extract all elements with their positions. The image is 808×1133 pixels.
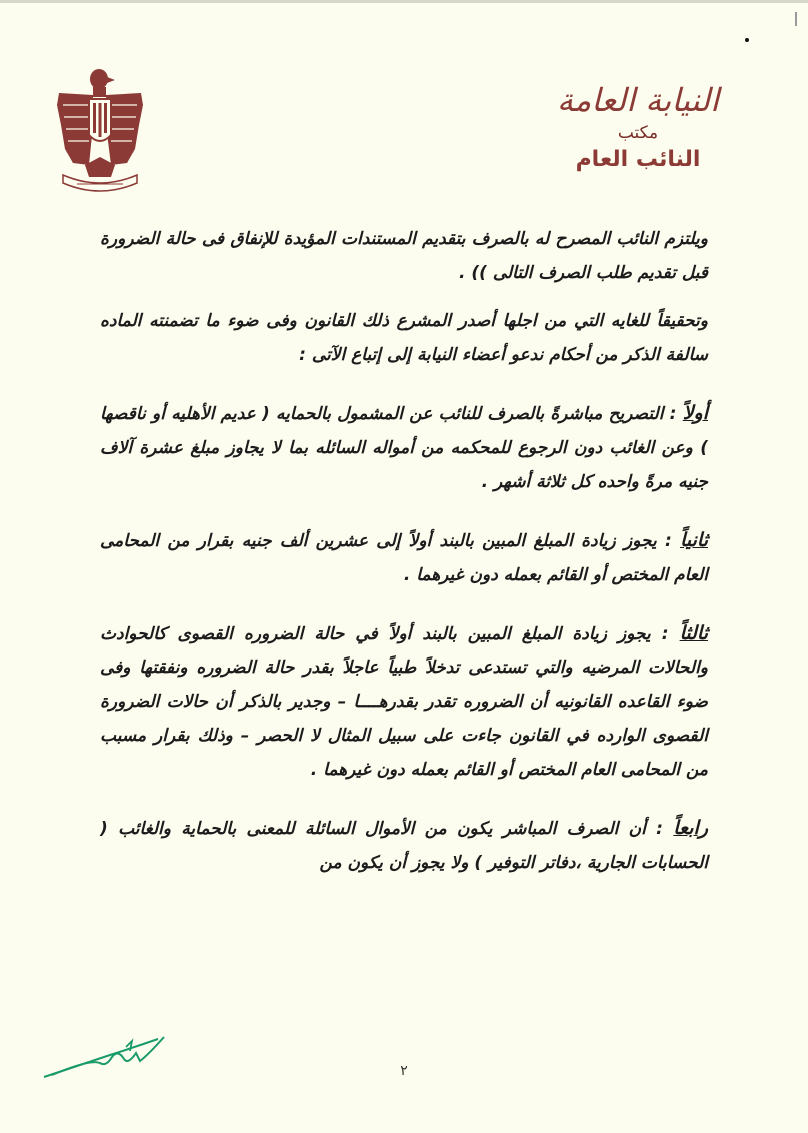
paragraph-1: ويلتزم النائب المصرح له بالصرف بتقديم المستندات المؤيدة للإنفاق فى حالة الضرورة قبل تقديم طلب الصرف التالى )) .: [100, 229, 708, 283]
item-text-fourth: : أن الصرف المباشر يكون من الأموال السائلة للمعنى بالحماية والغائب ( الحسابات الجارية ،دفاتر التوفير ) ولا يجوز أن يكون من: [100, 819, 708, 873]
item-lead-second: ثانياً: [680, 529, 708, 551]
paragraph-2: وتحقيقاً للغايه التي من اجلها أصدر المشرع ذلك القانون وفى ضوء ما تضمنته الماده سالفة الذكر من أحكام ندعو أعضاء النيابة إلى إتباع الآتى :: [100, 311, 708, 365]
item-lead-fourth: رابعاً: [673, 817, 708, 839]
item-lead-first: أولاً: [682, 402, 708, 424]
paragraph-second: [100, 523, 708, 592]
office-title: النيابة العامة: [556, 81, 720, 119]
eagle-emblem-icon: [55, 65, 145, 195]
office-letterhead: [528, 78, 748, 176]
scan-dot: [745, 38, 749, 42]
item-text-third: : يجوز زيادة المبلغ المبين بالبند أولاً في حالة الضروره القصوى كالحوادث والحالات المرضيه والتي تستدعى تدخلاً طبياً عاجلاً بقدر حالة الضروره ونفقتها وفى ضوء القاعده القانونيه أن الضروره تقدر بقدرهــــا – وجدير بالذكر أن حالات الضرورة القصوى الوارده في القانون جاءت على سبيل المثال لا الحصر – وذلك بقرار مسبب من المحامى العام المختص أو القائم بعمله دون غيرهما .: [100, 624, 708, 780]
office-name: النائب العام: [575, 147, 701, 172]
paragraph-fourth: [100, 811, 708, 880]
letter-body: [100, 222, 708, 904]
paragraph-third: [100, 616, 708, 787]
page-top-edge: [0, 0, 808, 3]
item-text-first: : التصريح مباشرةً بالصرف للنائب عن المشمول بالحمايه ( عديم الأهليه أو ناقصها ) وعن الغائب دون الرجوع للمحكمه من أمواله السائله بما لا يجاوز مبلغ عشرة آلاف جنيه مرةً واحده كل ثلاثة أشهر .: [100, 404, 708, 492]
item-text-second: : يجوز زيادة المبلغ المبين بالبند أولاً إلى عشرين ألف جنيه بقرار من المحامى العام المختص أو القائم بعمله دون غيرهما .: [100, 531, 708, 585]
paragraph-first: [100, 396, 708, 499]
page-number: ٢: [400, 1063, 408, 1079]
office-subtitle: مكتب: [617, 123, 659, 143]
scan-mark: [795, 12, 797, 26]
item-lead-third: ثالثاً: [679, 622, 708, 644]
